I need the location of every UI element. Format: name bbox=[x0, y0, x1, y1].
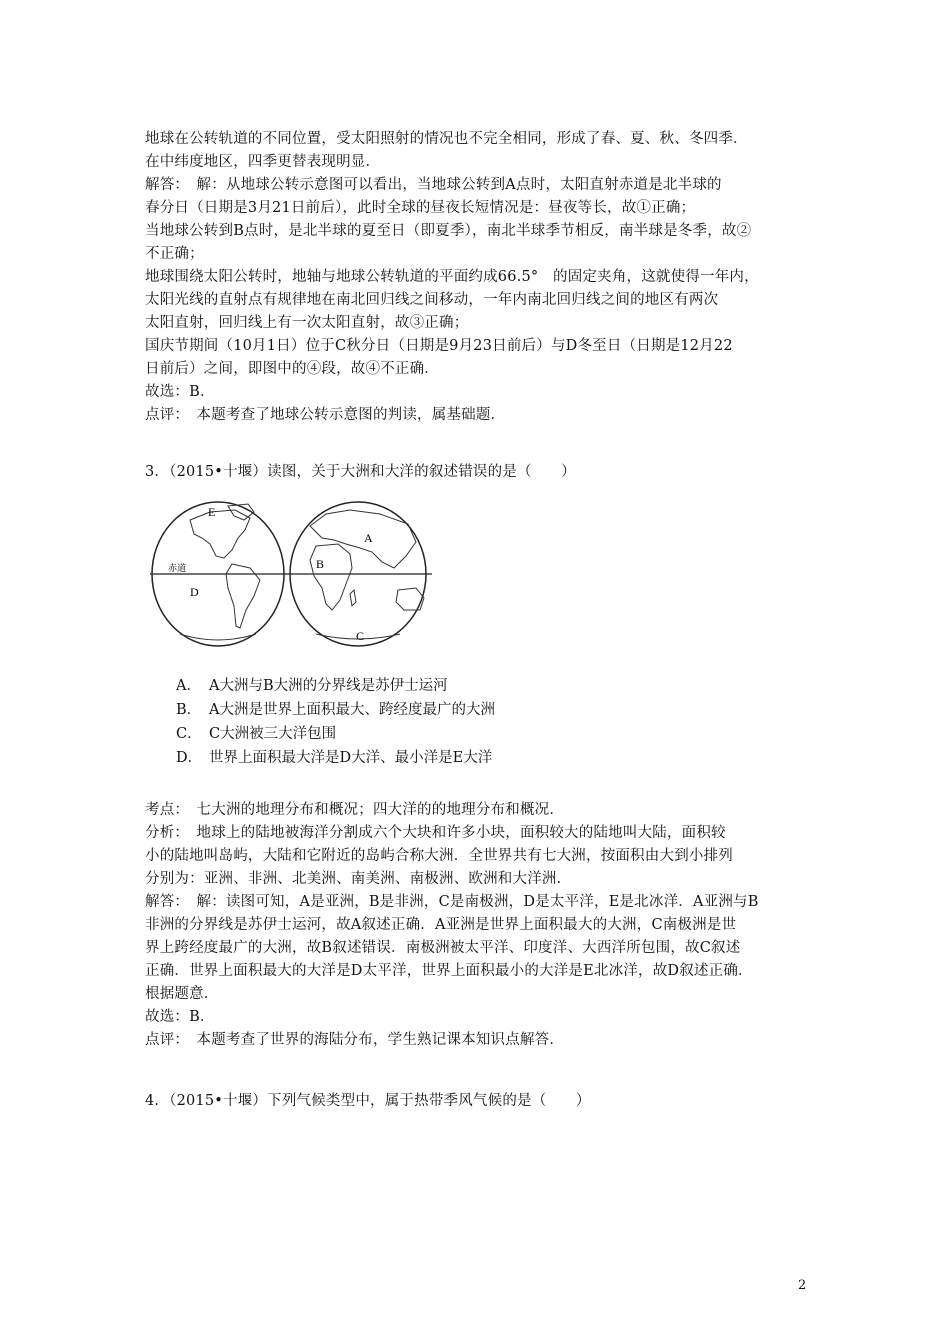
question-3-stem: 3．（2015•十堰）读图，关于大洲和大洋的叙述错误的是（ ） bbox=[145, 464, 576, 480]
text-line: 考点： 七大洲的地理分布和概况；四大洋的的地理分布和概况． bbox=[145, 802, 565, 818]
text-line: 地球围绕太阳公转时，地轴与地球公转轨道的平面约成66.5° 的固定夹角，这就使得一年内， bbox=[145, 269, 759, 285]
text-line: 地球在公转轨道的不同位置，受太阳照射的情况也不完全相同，形成了春、夏、秋、冬四季． bbox=[145, 131, 748, 147]
antarctica-west-shape bbox=[180, 634, 256, 640]
option-c bbox=[176, 723, 336, 745]
text-line: 太阳光线的直射点有规律地在南北回归线之间移动，一年内南北回归线之间的地区有两次 bbox=[145, 292, 719, 308]
text-line: 分析： 地球上的陆地被海洋分割成六个大块和许多小块，面积较大的陆地叫大陆，面积较 bbox=[145, 825, 726, 841]
text-line: 故选：B． bbox=[145, 1009, 215, 1025]
north-america-shape bbox=[190, 510, 250, 558]
world-map-figure bbox=[150, 498, 432, 650]
text-line: 国庆节期间（10月1日）位于C秋分日（日期是9月23日前后）与D冬至日（日期是12月22 bbox=[145, 338, 733, 354]
label-e: E bbox=[208, 505, 216, 519]
africa-shape bbox=[310, 544, 352, 610]
option-key: B． bbox=[176, 702, 202, 718]
text-line: 分别为：亚洲、非洲、北美洲、南美洲、南极洲、欧洲和大洋洲． bbox=[145, 871, 572, 887]
option-text: 世界上面积最大洋是D大洋、最小洋是E大洋 bbox=[209, 750, 493, 766]
text-line: 解答： 解：读图可知，A是亚洲，B是非洲，C是南极洲，D是太平洋，E是北冰洋．A亚洲与B bbox=[145, 894, 759, 910]
option-a bbox=[176, 675, 448, 697]
option-key: A． bbox=[176, 678, 201, 694]
option-text: C大洲被三大洋包围 bbox=[209, 726, 337, 742]
option-text: A大洲是世界上面积最大、跨经度最广的大洲 bbox=[209, 702, 495, 718]
madagascar-shape bbox=[350, 590, 356, 606]
text-line: 日前后）之间，即图中的④段，故④不正确． bbox=[145, 361, 439, 377]
australia-shape bbox=[396, 588, 424, 610]
text-line: 小的陆地叫岛屿，大陆和它附近的岛屿合称大洲．全世界共有七大洲，按面积由大到小排列 bbox=[145, 848, 733, 864]
label-equator: 赤道 bbox=[168, 564, 187, 574]
label-c: C bbox=[356, 629, 365, 643]
option-d bbox=[176, 747, 492, 769]
label-a: A bbox=[364, 531, 373, 545]
text-line: 解答： 解：从地球公转示意图可以看出，当地球公转到A点时，太阳直射赤道是北半球的 bbox=[145, 177, 722, 193]
text-line: 春分日（日期是3月21日前后），此时全球的昼夜长短情况是：昼夜等长，故①正确； bbox=[145, 200, 696, 216]
page-number: 2 bbox=[798, 1278, 807, 1293]
option-key: D． bbox=[176, 750, 203, 766]
text-line: 不正确； bbox=[145, 246, 204, 262]
label-b: B bbox=[316, 557, 325, 571]
text-line: 当地球公转到B点时，是北半球的夏至日（即夏季），南北半球季节相反，南半球是冬季，故② bbox=[145, 223, 752, 239]
text-line: 太阳直射，回归线上有一次太阳直射，故③正确； bbox=[145, 315, 469, 331]
text-line: 非洲的分界线是苏伊士运河，故A叙述正确．A亚洲是世界上面积最大的大洲，C南极洲是世 bbox=[145, 917, 737, 933]
text-line: 根据题意． bbox=[145, 986, 219, 1002]
option-text: A大洲与B大洲的分界线是苏伊士运河 bbox=[209, 678, 448, 694]
option-b bbox=[176, 699, 495, 721]
text-line: 界上跨经度最广的大洲，故B叙述错误．南极洲被太平洋、印度洋、大西洋所包围，故C叙述 bbox=[145, 940, 741, 956]
question-4-stem: 4．（2015•十堰）下列气候类型中，属于热带季风气候的是（ ） bbox=[145, 1093, 591, 1109]
text-line: 点评： 本题考查了地球公转示意图的判读，属基础题． bbox=[145, 407, 506, 423]
option-key: C． bbox=[176, 726, 202, 742]
text-line: 故选：B． bbox=[145, 384, 215, 400]
text-line: 在中纬度地区，四季更替表现明显． bbox=[145, 154, 381, 170]
text-line: 正确．世界上面积最大的大洋是D太平洋，世界上面积最小的大洋是E北冰洋，故D叙述正确． bbox=[145, 963, 753, 979]
label-d: D bbox=[190, 585, 199, 599]
text-line: 点评： 本题考查了世界的海陆分布，学生熟记课本知识点解答． bbox=[145, 1032, 565, 1048]
eurasia-shape bbox=[310, 510, 416, 568]
